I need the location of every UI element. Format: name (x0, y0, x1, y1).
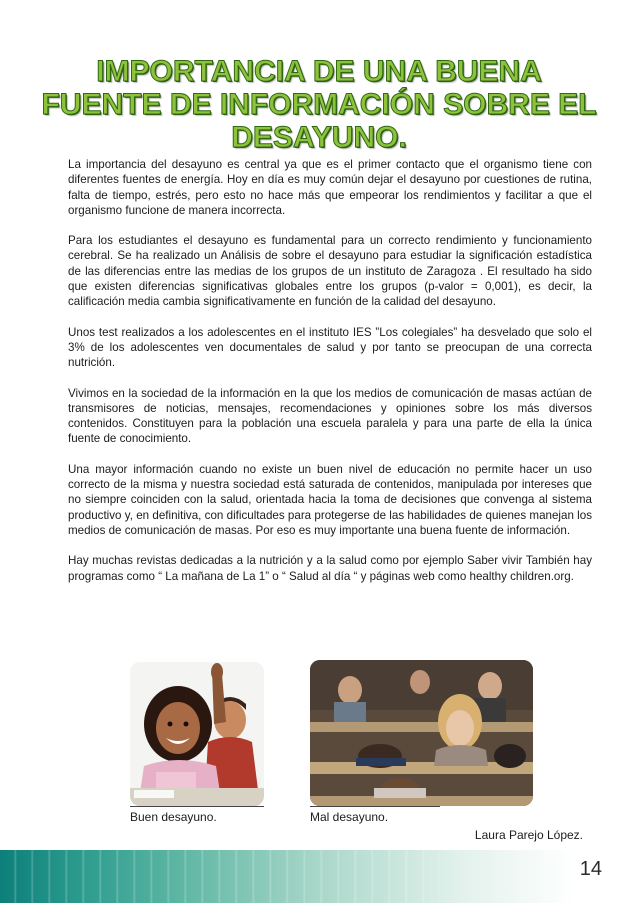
caption-divider (130, 806, 264, 807)
caption-divider (310, 806, 440, 807)
paragraph: Vivimos en la sociedad de la información en la que los medios de comunicación de masas actúan de transmisores de noticias, mensajes, recomendaciones y opiniones sobre los más diversos contenidos. Constituyen para la población una escuela paralela y para una parte de ella la única fuente de conocimiento. (68, 386, 592, 446)
page-title (40, 55, 598, 154)
paragraph: La importancia del desayuno es central ya que es el primer contacto que el organismo tiene con diferentes fuentes de energía. Hoy en día es muy común dejar el desayuno por cuestiones de rutina, falta de tiempo, estrés, pero esto no hace más que empeorar los rendimientos y facilitar a que el organismo funcione de manera incorrecta. (68, 158, 592, 217)
paragraph: Unos test realizados a los adolescentes en el instituto IES ”Los colegiales” ha desvelado que solo el 3% de los adolescentes ven documentales de salud y por tanto se preocupan de una correcta nutrición. (68, 325, 592, 370)
good-breakfast-photo (130, 662, 264, 806)
page-number: 14 (579, 858, 602, 880)
title-line-2: FUENTE DE INFORMACIÓN SOBRE EL (41, 88, 597, 121)
article-body (68, 157, 592, 599)
tired-students-image (310, 660, 533, 806)
author-signature: Laura Parejo López. (474, 828, 583, 842)
bad-breakfast-photo (310, 660, 533, 806)
paragraph: Una mayor información cuando no existe un buen nivel de educación no permite hacer un uso correcto de la misma y nuestra sociedad está saturada de contenidos, manipulada por intereses que no siempre coinciden con la salud, orientada hacia la toma de decisiones que convenga al sistema productivo y, en definitiva, con dificultades para protegerse de las habilidades de quienes manejan los medios de comunicación de masas. Por eso es muy importante una buena fuente de información. (68, 462, 592, 537)
bad-breakfast-caption: Mal desayuno. (310, 810, 389, 824)
paragraph: Hay muchas revistas dedicadas a la nutrición y a la salud como por ejemplo Saber vivir También hay programas como “ La mañana de La 1” o “ Salud al día “ y páginas web como healthy children.org. (68, 554, 592, 583)
footer-band-stripes (0, 850, 440, 903)
good-breakfast-caption: Buen desayuno. (130, 810, 217, 824)
paragraph: Para los estudiantes el desayuno es fundamental para un correcto rendimiento y funcionamiento cerebral. Se ha realizado un Análisis de sobre el desayuno para estudiar la significación estadística de las diferencias entre las medias de los grupos de un instituto de Zaragoza . El resultado ha sido que existen diferencias significativas globales entre los grupos (p-valor = 0,001), es decir, la calificación media cambia significativamente en función de la calidad del desayuno. (68, 234, 592, 309)
title-line-1: IMPORTANCIA DE UNA BUENA (96, 55, 542, 88)
title-line-3: DESAYUNO. (231, 121, 407, 154)
girl-raising-hand-image (130, 662, 264, 806)
